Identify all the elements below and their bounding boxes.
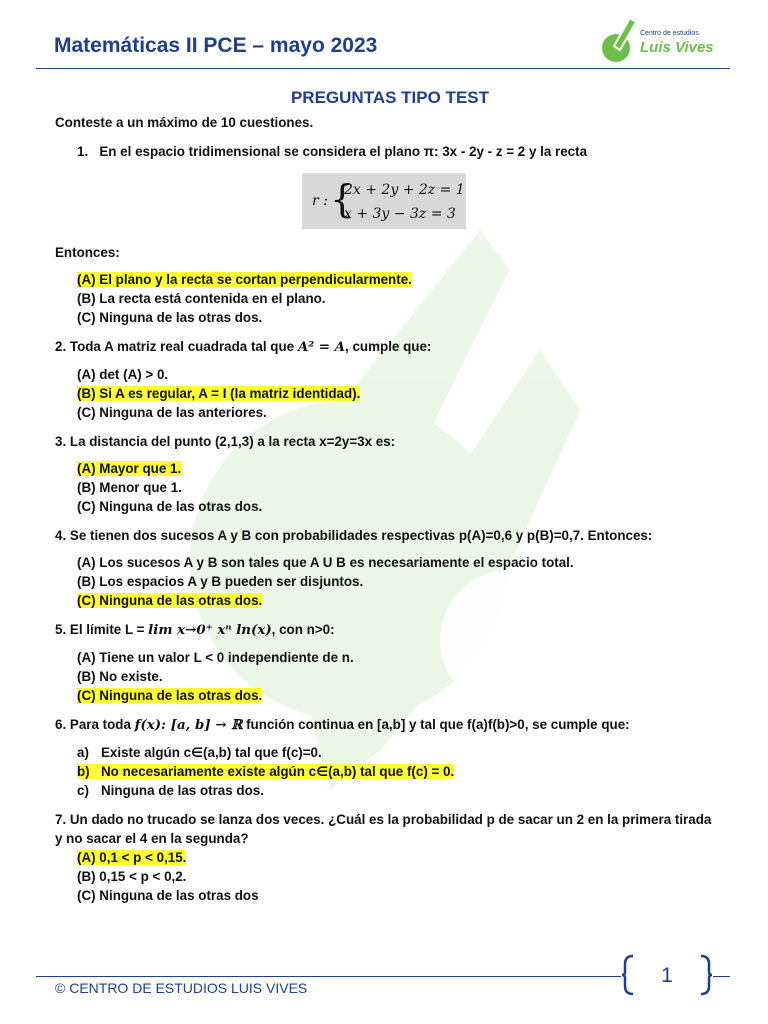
left-brace: { [330,177,355,221]
question-1-after: Entonces: [55,245,120,260]
option-5b: (B) No existe. [77,669,163,684]
page-header-title: Matemáticas II PCE – mayo 2023 [54,34,378,57]
question-4-options [55,553,725,610]
equation-label: r : [312,193,328,209]
option-4a: (A) Los sucesos A y B son tales que A U B es necesariamente el espacio total. [77,555,574,570]
exam-content [55,88,725,905]
option-7b: (B) 0,15 < p < 0,2. [77,869,187,884]
question-5 [55,620,725,640]
option-1b: (B) La recta está contenida en el plano. [77,291,326,306]
option-6a: a) Existe algún c∈(a,b) tal que f(c)=0. [77,745,322,760]
option-1a: (A) El plano y la recta se cortan perpendicularmente. [77,272,412,287]
question-6-options [55,743,725,800]
question-2-options [55,365,725,422]
header-divider [36,68,730,69]
option-4b: (B) Los espacios A y B pueden ser disjuntos. [77,574,364,589]
equation-system-image [302,173,466,229]
page-number-box [621,954,713,996]
option-4c: (C) Ninguna de las otras dos. [77,593,263,608]
section-title: PREGUNTAS TIPO TEST [290,88,490,107]
page-number: 1 [661,964,673,987]
question-5-text: 5. El límite L = [55,622,149,637]
question-2-text-end: , cumple que: [345,339,432,354]
option-7a: (A) 0,1 < p < 0,15. [77,850,187,865]
intro-text: Conteste a un máximo de 10 cuestiones. [55,115,314,130]
option-5c: (C) Ninguna de las otras dos. [77,688,263,703]
question-1-text: En el espacio tridimensional se considera el plano π: 3x - 2y - z = 2 y la recta [99,144,588,159]
option-6c: c) Ninguna de las otras dos. [77,783,264,798]
question-7-options [55,848,725,905]
option-7c: (C) Ninguna de las otras dos [77,888,259,903]
question-1-number: 1. [77,144,89,159]
question-2-text: 2. Toda A matriz real cuadrada tal que [55,339,298,354]
footer-copyright: © CENTRO DE ESTUDIOS LUIS VIVES [55,980,308,996]
question-1 [55,142,725,161]
option-3c: (C) Ninguna de las otras dos. [77,499,263,514]
pen-leaf-icon [600,16,640,66]
question-2 [55,337,725,357]
question-5-options [55,648,725,705]
question-4: 4. Se tienen dos sucesos A y B con probabilidades respectivas p(A)=0,6 y p(B)=0,7. Entonces: [55,528,653,543]
question-3: 3. La distancia del punto (2,1,3) a la recta x=2y=3x es: [55,434,396,449]
question-7: 7. Un dado no trucado se lanza dos veces. ¿Cuál es la probabilidad p de sacar un 2 en la primera tirada y no sacar el 4 en la segunda? [55,812,712,846]
logo-name: Luis Vives [640,39,714,56]
logo-caption: Centro de estudios [640,30,699,37]
question-6-text-end: función continua en [a,b] y tal que f(a)f(b)>0, se cumple que: [242,717,630,732]
option-3b: (B) Menor que 1. [77,480,182,495]
question-2-math: A² = A [297,339,346,355]
option-6b: b) No necesariamente existe algún c∈(a,b) tal que f(c) = 0. [77,764,455,779]
question-3-options [55,459,725,516]
option-1c: (C) Ninguna de las otras dos. [77,310,263,325]
brand-logo [600,16,720,66]
question-1-options [55,270,725,327]
option-5a: (A) Tiene un valor L < 0 independiente de n. [77,650,354,665]
option-2a: (A) det (A) > 0. [77,367,169,382]
option-3a: (A) Mayor que 1. [77,461,182,476]
question-6-text: 6. Para toda [55,717,135,732]
equation-line-1: 2x + 2y + 2z = 1 [344,182,465,198]
right-bracket-icon [699,954,713,996]
question-5-math: lim x→0⁺ xⁿ ln(x) [148,622,272,638]
option-2b: (B) Si A es regular, A = I (la matriz identidad). [77,386,361,401]
equation-line-2: x + 3y − 3z = 3 [344,206,456,222]
question-5-text-end: , con n>0: [271,622,335,637]
question-6 [55,715,725,735]
option-2c: (C) Ninguna de las anteriores. [77,405,267,420]
question-6-math: f(x): [a, b] → ℝ [134,717,243,733]
